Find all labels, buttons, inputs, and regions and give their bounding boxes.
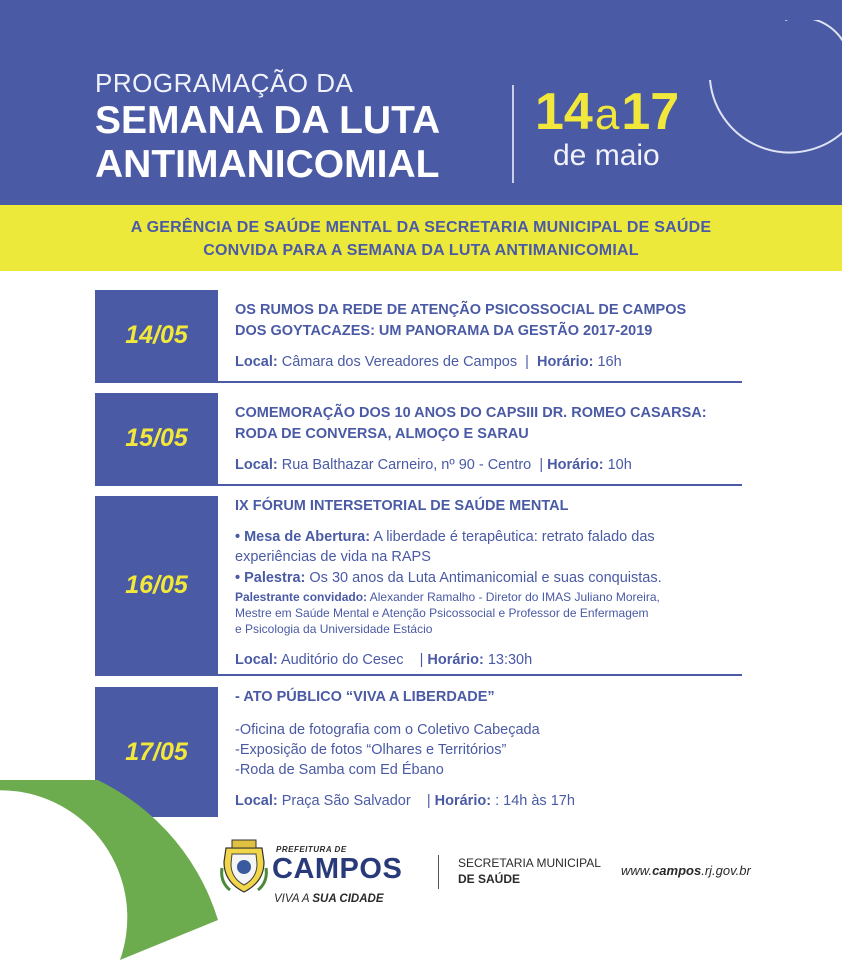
- event-title-line2: RODA DE CONVERSA, ALMOÇO E SARAU: [235, 426, 529, 442]
- day-date: 17/05: [125, 737, 188, 766]
- date-end: 17: [621, 83, 680, 141]
- item-label: • Palestra:: [235, 570, 306, 586]
- local-value: Rua Balthazar Carneiro, nº 90 - Centro: [281, 457, 532, 473]
- event-location: [235, 650, 532, 670]
- event-title-line1: OS RUMOS DA REDE DE ATENÇÃO PSICOSSOCIAL DE CAMPOS: [235, 302, 687, 318]
- prefeitura-label: PREFEITURA DE: [276, 845, 347, 854]
- activity-3: -Roda de Samba com Ed Ébano: [235, 762, 444, 778]
- event-title-line2: DOS GOYTACAZES: UM PANORAMA DA GESTÃO 2017-2019: [235, 323, 653, 339]
- guest-line1: [235, 589, 660, 605]
- day-date-box: [95, 393, 218, 484]
- band-line1: A GERÊNCIA DE SAÚDE MENTAL DA SECRETARIA MUNICIPAL DE SAÚDE: [130, 219, 712, 236]
- day-block-16: [95, 496, 742, 676]
- website-url: [621, 863, 751, 878]
- header-banner: [0, 0, 842, 205]
- guest-line2: Mestre em Saúde Mental e Atenção Psicossocial e Professor de Enfermagem: [235, 606, 649, 620]
- info-separator: |: [525, 354, 529, 370]
- event-title: - ATO PÚBLICO “VIVA A LIBERDADE”: [235, 689, 495, 705]
- day-date: 16/05: [125, 570, 188, 599]
- activity-1: -Oficina de fotografia com o Coletivo Cabeçada: [235, 722, 540, 738]
- time-label: Horário:: [547, 457, 604, 473]
- local-label: Local:: [235, 793, 278, 809]
- day-block-14: [95, 290, 742, 383]
- decorative-curve: [690, 20, 842, 160]
- url-domain: campos: [652, 863, 702, 878]
- guest-text: Alexander Ramalho - Diretor do IMAS Juliano Moreira,: [369, 590, 660, 604]
- event-title-line1: COMEMORAÇÃO DOS 10 ANOS DO CAPSIII DR. ROMEO CASARSA:: [235, 405, 707, 421]
- day-date: 14/05: [125, 321, 188, 349]
- date-range: [535, 82, 679, 142]
- time-value: 13:30h: [487, 652, 533, 668]
- event-location: [235, 791, 575, 811]
- item-text: A liberdade é terapêutica: retrato falado das: [373, 529, 655, 545]
- day-date: 15/05: [125, 424, 188, 452]
- event-location: [235, 455, 632, 475]
- header-line3: ANTIMANICOMIAL: [95, 143, 440, 186]
- slogan-prefix: VIVA A: [274, 893, 310, 905]
- event-title: IX FÓRUM INTERSETORIAL DE SAÚDE MENTAL: [235, 498, 569, 514]
- info-separator: |: [539, 457, 544, 473]
- time-value: : 14h às 17h: [495, 793, 575, 809]
- item-text: Os 30 anos da Luta Antimanicomial e suas conquistas.: [309, 570, 662, 586]
- local-label: Local:: [235, 652, 278, 668]
- time-label: Horário:: [537, 354, 594, 370]
- event-title: [235, 403, 707, 445]
- time-label: Horário:: [427, 652, 484, 668]
- day-block-15: [95, 393, 742, 486]
- event-item-palestra: [235, 568, 662, 588]
- guest-line3: e Psicologia da Universidade Estácio: [235, 622, 433, 636]
- event-location: [235, 352, 622, 372]
- item-label: • Mesa de Abertura:: [235, 529, 371, 545]
- info-separator: |: [426, 793, 431, 809]
- campos-wordmark: CAMPOS: [272, 853, 403, 885]
- local-value: Auditório do Cesec: [280, 652, 404, 668]
- day-date-box: [95, 496, 218, 674]
- header-line2: SEMANA DA LUTA: [95, 99, 441, 142]
- url-suffix: .rj.gov.br: [701, 863, 751, 878]
- url-prefix: www.: [621, 863, 653, 878]
- local-label: Local:: [235, 457, 278, 473]
- time-value: 16h: [597, 354, 622, 370]
- header-separator: [512, 85, 514, 183]
- secretaria-line2: DE SAÚDE: [458, 872, 521, 886]
- secretaria-line1: SECRETARIA MUNICIPAL: [458, 856, 601, 870]
- band-line2: CONVIDA PARA A SEMANA DA LUTA ANTIMANICOMIAL: [203, 242, 639, 259]
- footer-separator: [438, 855, 439, 889]
- guest-label: Palestrante convidado:: [235, 590, 368, 604]
- day-date-box: [95, 290, 218, 381]
- header-line1: PROGRAMAÇÃO DA: [95, 68, 354, 98]
- time-value: 10h: [607, 457, 632, 473]
- time-label: Horário:: [434, 793, 492, 809]
- green-arc-decoration: [0, 780, 220, 960]
- invitation-band: [0, 205, 842, 271]
- event-title: [235, 300, 686, 342]
- local-label: Local:: [235, 354, 278, 370]
- date-conj: a: [594, 90, 620, 139]
- slogan-city: SUA CIDADE: [312, 893, 384, 905]
- activity-2: -Exposição de fotos “Olhares e Territórios”: [235, 742, 507, 758]
- date-month: de maio: [553, 139, 660, 172]
- event-item-abertura: [235, 527, 655, 547]
- local-value: Câmara dos Vereadores de Campos: [281, 354, 518, 370]
- campos-slogan: [274, 893, 384, 905]
- info-separator: |: [419, 652, 424, 668]
- campos-coat-of-arms-icon: [220, 838, 268, 896]
- local-value: Praça São Salvador: [281, 793, 411, 809]
- date-start: 14: [535, 83, 593, 141]
- event-item-abertura-cont: experiências de vida na RAPS: [235, 549, 431, 565]
